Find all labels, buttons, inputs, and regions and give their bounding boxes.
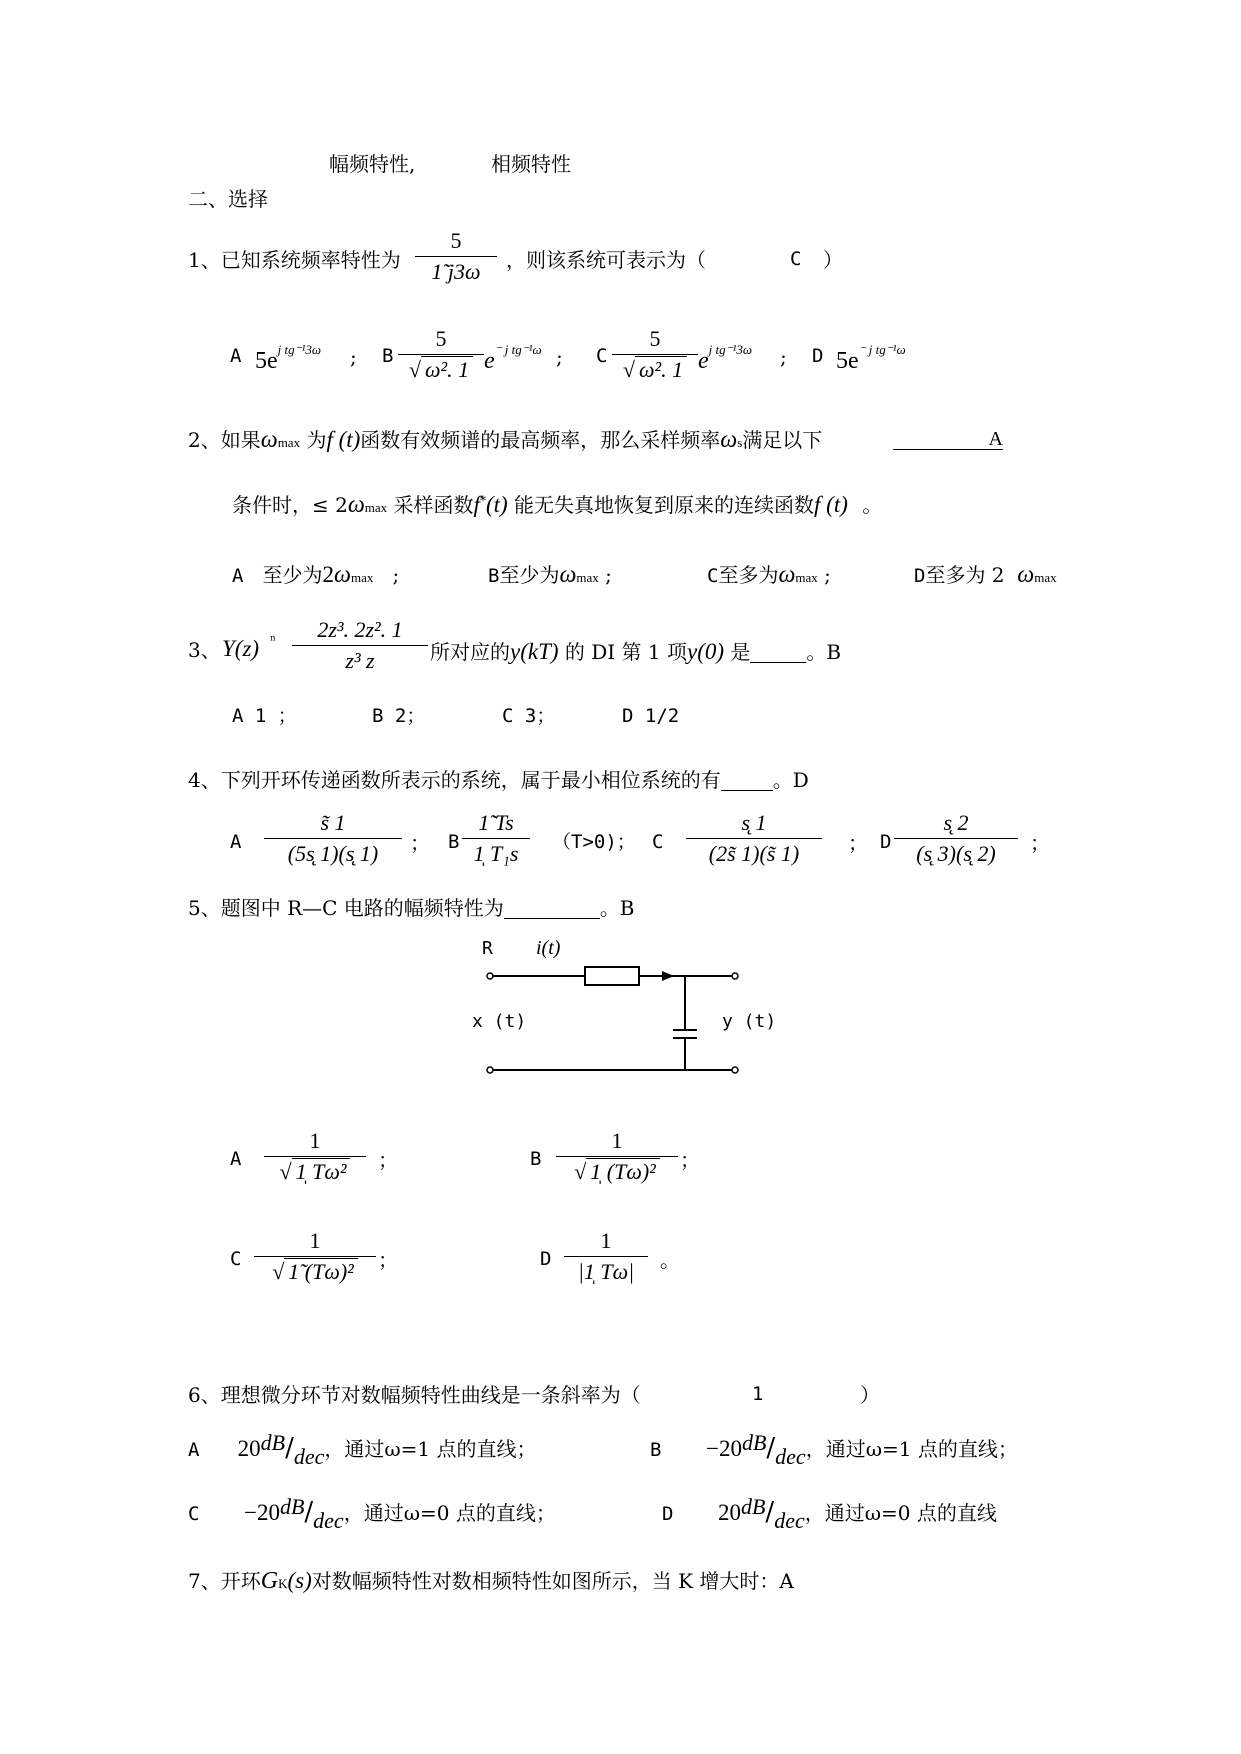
- q1-option-d-label: D: [812, 345, 824, 367]
- q2-option-c: C至多为ωmax ;: [707, 562, 831, 588]
- q5-option-c-label: C: [230, 1248, 242, 1270]
- q1-frac-den: 1̃ j3ω: [431, 259, 481, 284]
- q1-option-c-tail: ;: [780, 345, 787, 369]
- q1-option-a-label: A: [230, 345, 242, 367]
- q3-option-a: A 1 ；: [232, 705, 297, 727]
- q1-stem-post: ，则该系统可表示为（: [506, 248, 706, 272]
- q5-option-a-frac: 1 √ 1̩ Tω²: [264, 1128, 366, 1185]
- q3-option-c: C 3；: [502, 705, 556, 727]
- q4-option-b-frac: 1̃ Ts 1̩ T₁s: [462, 810, 530, 867]
- q2-answer-blank: A: [893, 428, 1003, 450]
- circuit-label-i: i(t): [536, 937, 561, 959]
- q1-fraction: [415, 228, 497, 285]
- circuit-terminal-out-bottom: [732, 1067, 738, 1073]
- q3-fraction: 2z³. 2z². 1 z³ z: [292, 617, 428, 674]
- q5-option-b-label: B: [530, 1148, 542, 1170]
- q6-option-d: D 20dB/dec，通过ω=0 点的直线: [662, 1494, 997, 1533]
- q2-option-a: A 至少为2ωmax ;: [232, 562, 400, 588]
- q5-option-d-label: D: [540, 1248, 552, 1270]
- q1-option-a-tail: ;: [350, 345, 357, 369]
- q4-option-d-frac: s̨ 2 (s̨ 3)(s̨ 2): [894, 810, 1018, 867]
- q1-option-b-expr: $e^{^- j tg^{-1}\omega}$: [484, 342, 542, 374]
- q2-option-b: B至少为ωmax ;: [488, 562, 612, 588]
- q4-option-d-tail: ；: [1030, 831, 1050, 855]
- q5-option-b-frac: 1 √ 1̩ (Tω)²: [556, 1128, 678, 1185]
- q7-stem: 7、开环GK(s)对数幅频特性对数相频特性如图所示，当 K 增大时：A: [188, 1568, 794, 1594]
- q5-stem: 5、题图中 R—C 电路的幅频特性为 。B: [188, 896, 635, 920]
- q3-Yz: Y(z): [222, 636, 260, 661]
- q4-option-b-tail: （T>0)；: [552, 831, 636, 853]
- q2-option-d: D至多为 2 ωmax: [914, 562, 1057, 588]
- q6-answer: 1: [752, 1383, 764, 1405]
- circuit-current-arrow: [662, 971, 674, 981]
- rc-circuit-diagram: [470, 935, 790, 1080]
- q1-option-d-expr: $5e^{^- j tg^{-1}\omega}$: [836, 342, 906, 374]
- q4-stem: 4、下列开环传递函数所表示的系统，属于最小相位系统的有 。D: [188, 768, 809, 792]
- q3-option-d: D 1/2: [622, 705, 680, 727]
- circuit-label-x: x (t): [472, 1011, 527, 1032]
- q5-option-a-label: A: [230, 1148, 242, 1170]
- q1-frac-num: 5: [450, 228, 462, 253]
- q3-label: 3、: [188, 638, 221, 662]
- q6-option-b: B −20dB/dec，通过ω=1 点的直线；: [650, 1430, 1018, 1469]
- q6-option-c: C −20dB/dec，通过ω=0 点的直线；: [188, 1494, 556, 1533]
- q2-line1: 2、如果ωmax 为f (t)函数有效频谱的最高频率，那么采样频率ωs满足以下: [188, 427, 823, 453]
- circuit-label-y: y (t): [722, 1011, 777, 1032]
- q4-option-b-label: B: [448, 831, 460, 853]
- q1-option-c-expr: $e^{j tg^{-1}3\omega}$: [698, 342, 753, 374]
- q5-option-b-tail: ；: [680, 1148, 700, 1172]
- circuit-terminal-in-top: [487, 973, 493, 979]
- header-phase: 相频特性: [491, 152, 571, 176]
- q5-option-a-tail: ；: [378, 1148, 398, 1172]
- circuit-resistor: [585, 967, 639, 985]
- q1-option-c-frac: 5 √ ω². 1: [612, 326, 698, 383]
- q5-option-c-tail: ；: [378, 1248, 398, 1272]
- header-mag: 幅频特性,: [329, 152, 416, 176]
- q6-stem: 6、理想微分环节对数幅频特性曲线是一条斜率为（: [188, 1383, 641, 1407]
- q4-option-c-label: C: [652, 831, 664, 853]
- section-title: 二、选择: [188, 187, 268, 211]
- q1-stem: 1、已知系统频率特性为: [188, 248, 401, 272]
- q4-option-a-frac: s̃ 1 (5s̨ 1)(s̨ 1): [264, 810, 402, 867]
- q1-option-b-tail: ;: [556, 345, 563, 369]
- q1-option-b-frac: 5 √ ω². 1: [398, 326, 484, 383]
- q4-option-a-label: A: [230, 831, 242, 853]
- q4-option-c-frac: s̨ 1 (2s̃ 1)(s̃ 1): [686, 810, 822, 867]
- q1-answer: C: [790, 248, 802, 270]
- q1-option-b-label: B: [382, 345, 394, 367]
- q6-close: ）: [860, 1383, 880, 1407]
- q2-line2: 条件时，≤ 2ωmax 采样函数f*(t) 能无失真地恢复到原来的连续函数f (t) 。: [232, 492, 883, 518]
- q6-option-a: A 20dB/dec，通过ω=1 点的直线；: [188, 1430, 537, 1469]
- q1-close: ）: [823, 248, 843, 272]
- q3-eq: ⁿ: [270, 633, 277, 649]
- q3-stem: 所对应的y(kT) 的 DI 第 1 项y(0) 是 。B: [430, 639, 842, 664]
- circuit-terminal-in-bottom: [487, 1067, 493, 1073]
- q3-option-b: B 2；: [372, 705, 426, 727]
- q5-option-d-tail: 。: [660, 1248, 680, 1272]
- q5-option-d-frac: 1 |1̩ Tω|: [564, 1228, 648, 1285]
- q4-option-d-label: D: [880, 831, 892, 853]
- q1-option-c-label: C: [596, 345, 608, 367]
- q4-option-c-tail: ；: [848, 831, 868, 855]
- q1-option-a-expr: $5e^{j tg^{-1}3\omega}$: [255, 342, 322, 374]
- q4-option-a-tail: ；: [410, 831, 430, 855]
- circuit-terminal-out-top: [732, 973, 738, 979]
- q5-option-c-frac: 1 √ 1̃ (Tω)²: [254, 1228, 376, 1285]
- circuit-label-R: R: [482, 938, 493, 959]
